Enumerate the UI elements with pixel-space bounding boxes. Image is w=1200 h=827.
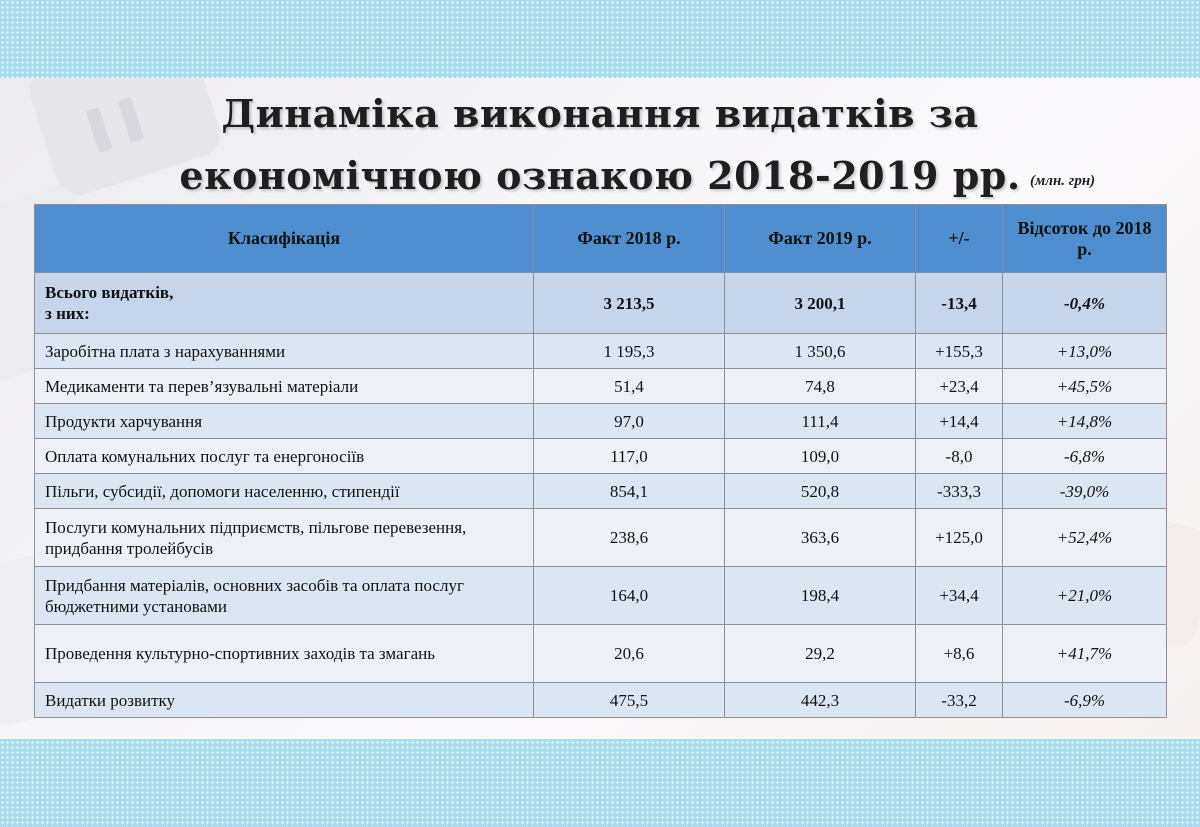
row-diff: +34,4 [916,567,1003,625]
row-diff: -33,2 [916,683,1003,718]
row-fact-2018: 238,6 [534,509,725,567]
row-fact-2019: 74,8 [725,369,916,404]
slide-title-line-2: економічною ознакою 2018-2019 рр. [179,153,1021,198]
header-classification: Класифікація [35,205,534,273]
row-fact-2018: 117,0 [534,439,725,474]
row-percent: +13,0% [1003,334,1167,369]
row-label: Продукти харчування [35,404,534,439]
header-diff: +/- [916,205,1003,273]
summary-label [35,273,534,334]
row-diff: +125,0 [916,509,1003,567]
row-percent: -6,9% [1003,683,1167,718]
row-fact-2019: 109,0 [725,439,916,474]
table-row [35,369,1167,404]
row-label: Заробітна плата з нарахуваннями [35,334,534,369]
row-diff: -8,0 [916,439,1003,474]
row-fact-2018: 51,4 [534,369,725,404]
row-fact-2018: 854,1 [534,474,725,509]
row-label: Пільги, субсидії, допомоги населенню, стипендії [35,474,534,509]
table-header-row [35,205,1167,273]
summary-diff: -13,4 [916,273,1003,334]
row-fact-2018: 164,0 [534,567,725,625]
row-percent: +45,5% [1003,369,1167,404]
row-diff: +8,6 [916,625,1003,683]
table-row [35,625,1167,683]
row-fact-2019: 198,4 [725,567,916,625]
table-row [35,439,1167,474]
row-diff: +14,4 [916,404,1003,439]
row-fact-2019: 363,6 [725,509,916,567]
header-fact-2018: Факт 2018 р. [534,205,725,273]
table-row [35,404,1167,439]
row-fact-2018: 1 195,3 [534,334,725,369]
row-fact-2019: 111,4 [725,404,916,439]
row-diff: -333,3 [916,474,1003,509]
table-row [35,474,1167,509]
row-fact-2018: 475,5 [534,683,725,718]
summary-fact-2018: 3 213,5 [534,273,725,334]
slide-title-line-1: Динаміка виконання видатків за [221,91,979,136]
row-percent: -6,8% [1003,439,1167,474]
row-percent: +14,8% [1003,404,1167,439]
summary-fact-2019: 3 200,1 [725,273,916,334]
units-label: (млн. грн) [1030,173,1096,189]
slide [0,78,1200,739]
row-fact-2019: 520,8 [725,474,916,509]
expenditure-table [34,204,1167,718]
row-diff: +23,4 [916,369,1003,404]
row-label: Проведення культурно-спортивних заходів та змагань [35,625,534,683]
row-label: Послуги комунальних підприємств, пільгове перевезення, придбання тролейбусів [35,509,534,567]
header-fact-2019: Факт 2019 р. [725,205,916,273]
row-fact-2019: 29,2 [725,625,916,683]
row-label: Видатки розвитку [35,683,534,718]
row-fact-2018: 97,0 [534,404,725,439]
summary-percent: -0,4% [1003,273,1167,334]
row-fact-2019: 1 350,6 [725,334,916,369]
row-label: Оплата комунальних послуг та енергоносіїв [35,439,534,474]
summary-label-line-1: Всього видатків, [45,283,174,302]
row-label: Придбання матеріалів, основних засобів та оплата послуг бюджетними установами [35,567,534,625]
row-percent: -39,0% [1003,474,1167,509]
table-row [35,683,1167,718]
summary-label-line-2: з них: [45,304,90,323]
table-row [35,567,1167,625]
row-percent: +52,4% [1003,509,1167,567]
header-percent: Відсоток до 2018 р. [1003,205,1167,273]
row-percent: +21,0% [1003,567,1167,625]
row-fact-2018: 20,6 [534,625,725,683]
row-fact-2019: 442,3 [725,683,916,718]
row-diff: +155,3 [916,334,1003,369]
table-row [35,334,1167,369]
row-label: Медикаменти та перев’язувальні матеріали [35,369,534,404]
row-percent: +41,7% [1003,625,1167,683]
table-row [35,509,1167,567]
summary-row [35,273,1167,334]
